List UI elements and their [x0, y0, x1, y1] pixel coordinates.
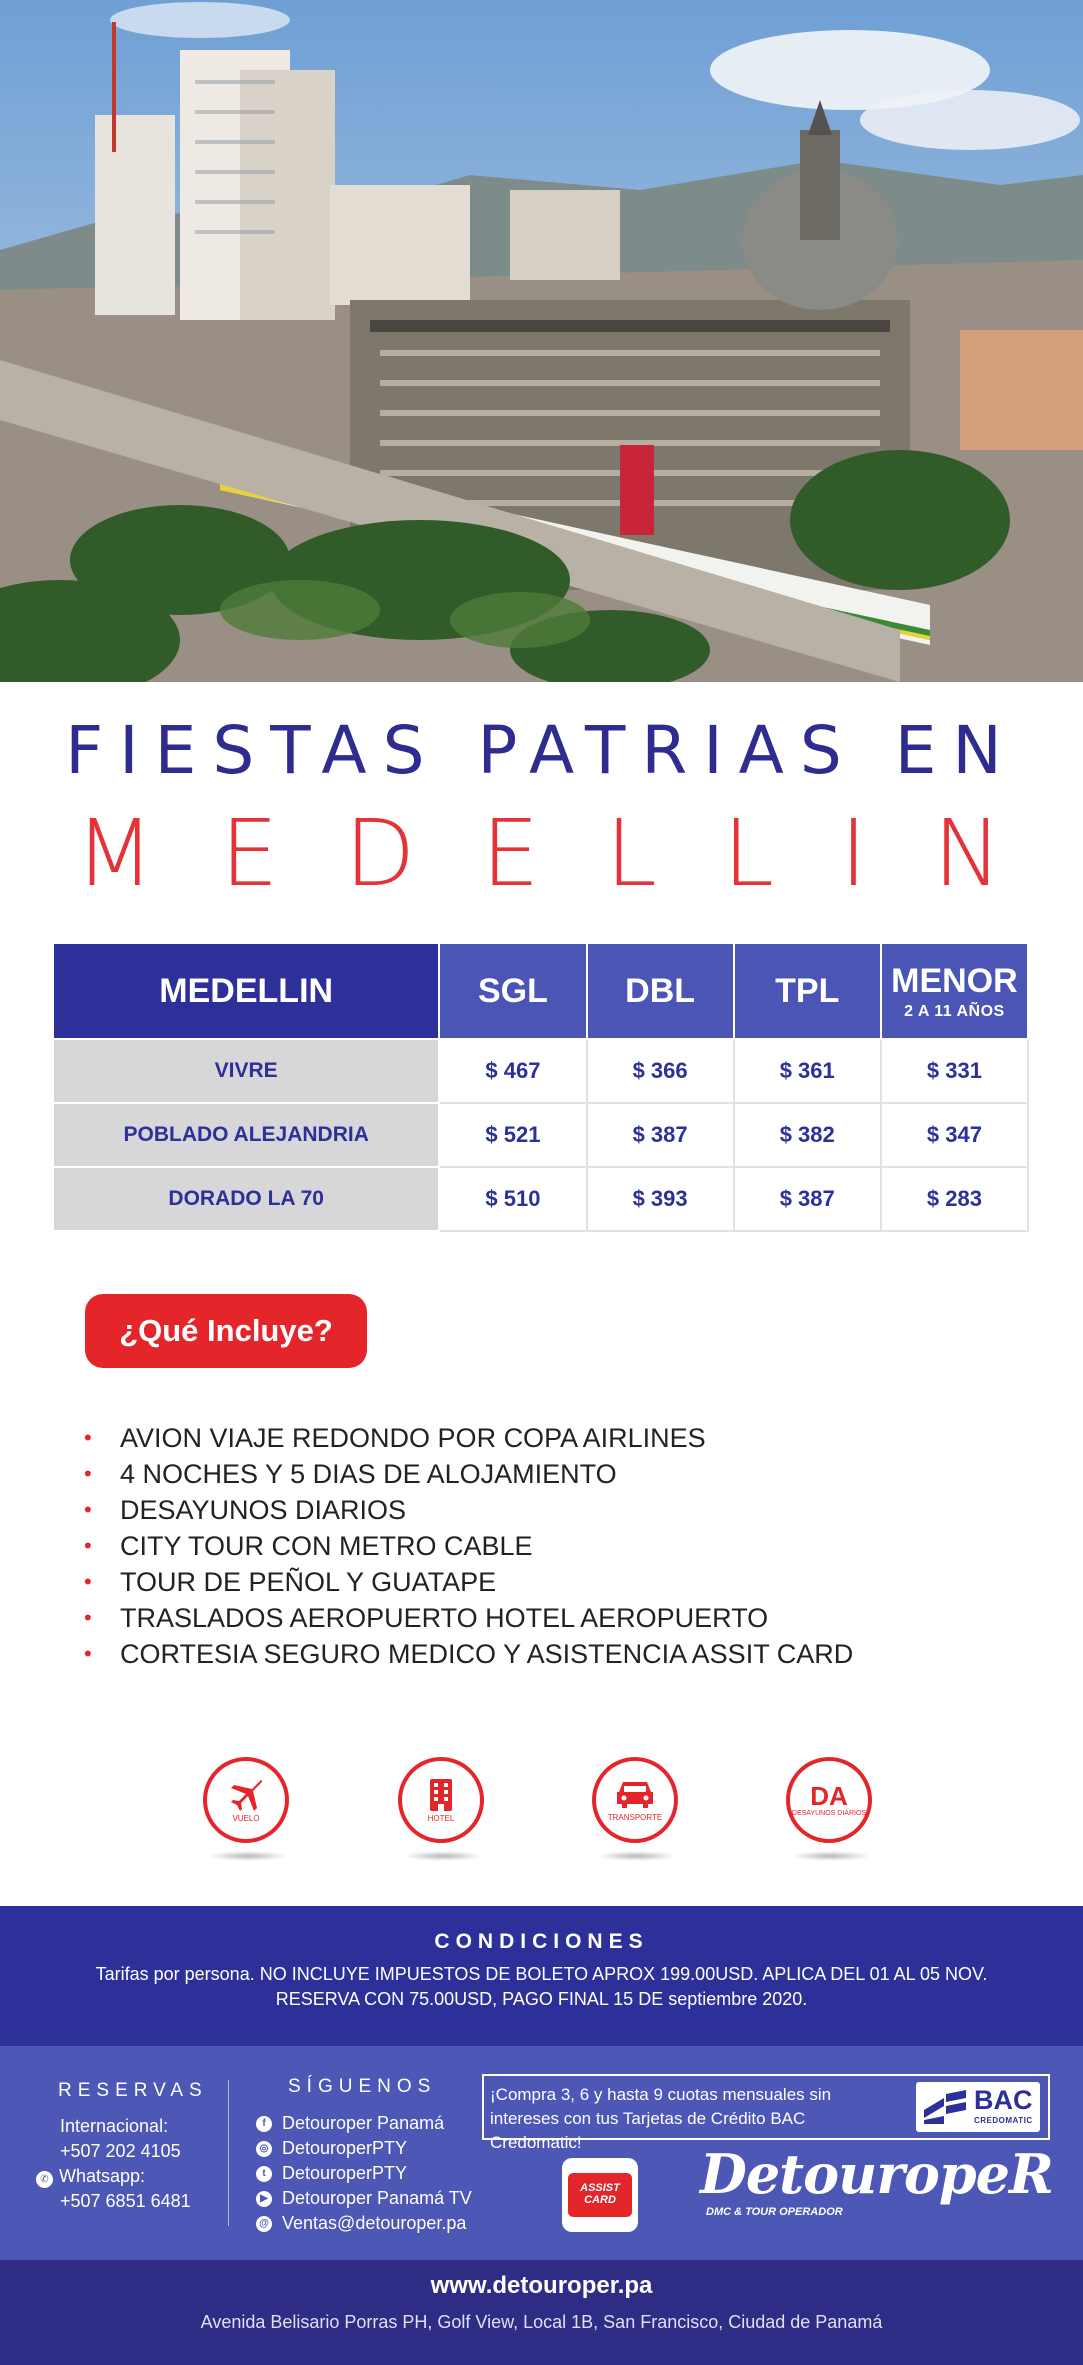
whatsapp-line [36, 2164, 191, 2189]
social-email[interactable] [256, 2211, 472, 2236]
bullet-icon: • [84, 1533, 92, 1558]
bullet-icon: • [84, 1497, 92, 1522]
website-link[interactable]: www.detouroper.pa [430, 2272, 653, 2299]
social-facebook[interactable] [256, 2111, 472, 2136]
price-sgl: $ 510 [439, 1167, 586, 1231]
footer [0, 2260, 1083, 2365]
conditions-section [0, 1906, 1083, 2046]
reservas-details [36, 2114, 191, 2214]
table-row [53, 1167, 1028, 1231]
logo-tagline: DMC & TOUR OPERADOR [706, 2206, 843, 2218]
destination-header: MEDELLIN [53, 943, 439, 1039]
intl-label: Internacional: [60, 2116, 169, 2136]
include-text: DESAYUNOS DIARIOS [120, 1495, 407, 1525]
bac-sub: CREDOMATIC [974, 2116, 1033, 2125]
price-tpl: $ 382 [734, 1103, 881, 1167]
bullet-icon: • [84, 1641, 92, 1666]
hotel-name: DORADO LA 70 [53, 1167, 439, 1231]
promo-line-1: ¡Compra 3, 6 y hasta 9 cuotas mensuales sin [490, 2085, 832, 2104]
price-menor: $ 283 [881, 1167, 1028, 1231]
conditions-heading: CONDICIONES [434, 1930, 649, 1953]
promo-line-2: intereses con tus Tarjetas de Crédito BAC Credomatic! [490, 2109, 806, 2152]
transport-feature [592, 1757, 682, 1867]
list-item [84, 1492, 853, 1528]
price-dbl: $ 366 [587, 1039, 734, 1103]
hero-photo [0, 0, 1083, 682]
bac-logo [916, 2082, 1040, 2132]
social-label: Ventas@detouroper.pa [282, 2213, 467, 2233]
transport-caption: TRANSPORTE [607, 1813, 663, 1822]
flight-caption: VUELO [232, 1814, 260, 1823]
breakfast-abbr: DA [810, 1780, 848, 1811]
include-text: TRASLADOS AEROPUERTO HOTEL AEROPUERTO [120, 1603, 769, 1633]
whatsapp-phone[interactable]: +507 6851 6481 [60, 2191, 191, 2211]
rates-table [52, 942, 1029, 1232]
logo-name: DetouropeR [700, 2142, 1053, 2206]
menor-label: MENOR [891, 961, 1018, 1000]
social-youtube[interactable] [256, 2186, 472, 2211]
divider [228, 2080, 229, 2226]
whatsapp-label: Whatsapp: [59, 2166, 146, 2186]
list-item [84, 1528, 853, 1564]
breakfast-icon [786, 1757, 872, 1843]
list-item [84, 1636, 853, 1672]
include-text: TOUR DE PEÑOL Y GUATAPE [120, 1567, 497, 1597]
tpl-header: TPL [734, 943, 881, 1039]
title-line-2: MEDELLIN [75, 800, 1068, 907]
includes-list [84, 1420, 853, 1672]
icon-shadow [791, 1851, 871, 1861]
youtube-icon: ▶ [256, 2191, 272, 2207]
detouroper-logo [700, 2142, 1053, 2242]
hotel-caption: HOTEL [427, 1814, 455, 1823]
social-label: Detouroper Panamá [282, 2113, 445, 2133]
list-item [84, 1456, 853, 1492]
social-twitter[interactable] [256, 2161, 472, 2186]
price-sgl: $ 467 [439, 1039, 586, 1103]
hotel-icon [398, 1757, 484, 1843]
car-icon [592, 1757, 678, 1843]
bullet-icon: • [84, 1461, 92, 1486]
include-text: CITY TOUR CON METRO CABLE [120, 1531, 533, 1561]
bac-name: BAC [974, 2085, 1033, 2115]
price-tpl: $ 361 [734, 1039, 881, 1103]
instagram-icon: ◎ [256, 2141, 272, 2157]
price-sgl: $ 521 [439, 1103, 586, 1167]
bullet-icon: • [84, 1569, 92, 1594]
intl-phone[interactable]: +507 202 4105 [60, 2141, 181, 2161]
assist-card-logo [562, 2158, 638, 2232]
sgl-header: SGL [439, 943, 586, 1039]
icon-shadow [403, 1851, 483, 1861]
conditions-line-2: RESERVA CON 75.00USD, PAGO FINAL 15 DE septiembre 2020. [275, 1989, 808, 2009]
siguenos-heading: SÍGUENOS [288, 2076, 437, 2097]
assist-card-text: ASSIST CARD [568, 2173, 632, 2217]
price-dbl: $ 387 [587, 1103, 734, 1167]
menor-age-range: 2 A 11 AÑOS [904, 1002, 1005, 1020]
include-text: 4 NOCHES Y 5 DIAS DE ALOJAMIENTO [120, 1459, 617, 1489]
plane-icon [203, 1757, 289, 1843]
hotel-name: POBLADO ALEJANDRIA [53, 1103, 439, 1167]
email-icon: @ [256, 2216, 272, 2232]
breakfast-feature [786, 1757, 876, 1867]
social-list [256, 2111, 472, 2236]
address: Avenida Belisario Porras PH, Golf View, Local 1B, San Francisco, Ciudad de Panamá [200, 2312, 883, 2332]
list-item [84, 1420, 853, 1456]
whatsapp-icon: ✆ [36, 2171, 53, 2188]
conditions-line-1: Tarifas por persona. NO INCLUYE IMPUESTOS DE BOLETO APROX 199.00USD. APLICA DEL 01 AL 05 NOV. [95, 1964, 988, 1984]
title-line-1: FIESTAS PATRIAS EN [65, 712, 1018, 789]
social-label: DetouroperPTY [282, 2163, 408, 2183]
dbl-header: DBL [587, 943, 734, 1039]
list-item [84, 1600, 853, 1636]
breakfast-caption: DESAYUNOS DIARIOS [791, 1809, 867, 1817]
bullet-icon: • [84, 1605, 92, 1630]
icon-shadow [597, 1851, 677, 1861]
price-menor: $ 331 [881, 1039, 1028, 1103]
icon-shadow [208, 1851, 288, 1861]
hotel-name: VIVRE [53, 1039, 439, 1103]
social-label: DetouroperPTY [282, 2138, 408, 2158]
bullet-icon: • [84, 1425, 92, 1450]
table-header-row [53, 943, 1028, 1039]
contact-section [0, 2046, 1083, 2260]
include-text: AVION VIAJE REDONDO POR COPA AIRLINES [120, 1423, 706, 1453]
bac-mark-icon [922, 2090, 968, 2124]
price-menor: $ 347 [881, 1103, 1028, 1167]
price-dbl: $ 393 [587, 1167, 734, 1231]
que-incluye-button[interactable]: ¿Qué Incluye? [85, 1294, 367, 1368]
reservas-heading: RESERVAS [58, 2080, 208, 2101]
flight-feature [203, 1757, 293, 1867]
menor-header [881, 943, 1028, 1039]
bac-promo [482, 2074, 1050, 2152]
list-item [84, 1564, 853, 1600]
facebook-icon: f [256, 2116, 272, 2132]
table-row [53, 1103, 1028, 1167]
social-instagram[interactable] [256, 2136, 472, 2161]
hotel-feature [398, 1757, 488, 1867]
table-row [53, 1039, 1028, 1103]
price-tpl: $ 387 [734, 1167, 881, 1231]
twitter-icon: t [256, 2166, 272, 2182]
include-text: CORTESIA SEGURO MEDICO Y ASISTENCIA ASSIT CARD [120, 1639, 854, 1669]
social-label: Detouroper Panamá TV [282, 2188, 472, 2208]
